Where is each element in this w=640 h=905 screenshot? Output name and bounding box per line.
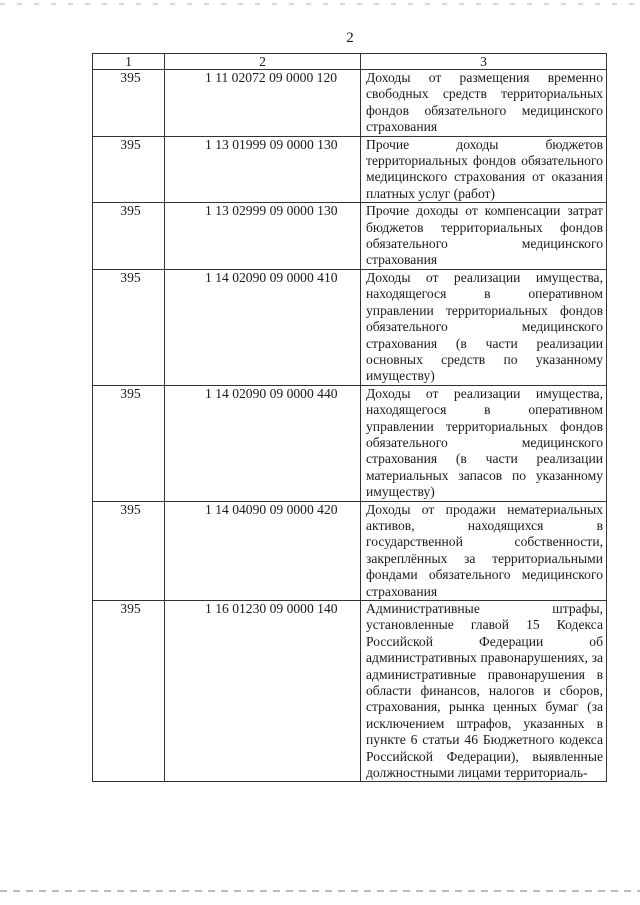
admin-code-cell: 395 bbox=[93, 385, 165, 501]
scan-artifact-top bbox=[0, 3, 640, 5]
admin-code-cell: 395 bbox=[93, 601, 165, 782]
table-row bbox=[93, 269, 607, 385]
revenue-code-cell: 1 16 01230 09 0000 140 bbox=[165, 601, 361, 782]
revenue-code-cell: 1 14 04090 09 0000 420 bbox=[165, 501, 361, 600]
revenue-name-cell: Доходы от продажи нематериальных активов, находящихся в государственной собственности, закреплённых за территориальными фондами обязательного медицинского страхования bbox=[361, 501, 607, 600]
page-number: 2 bbox=[346, 30, 354, 46]
header-col-3: 3 bbox=[361, 54, 607, 70]
admin-code-cell: 395 bbox=[93, 70, 165, 137]
admin-code-cell: 395 bbox=[93, 269, 165, 385]
revenue-name-cell: Доходы от реализации имущества, находящегося в оперативном управлении территориальных фондов обязательного медицинского страхования (в части реализации основных средств по указанному имуществу) bbox=[361, 269, 607, 385]
scan-artifact-bottom bbox=[0, 890, 640, 892]
revenue-name-cell: Административные штрафы, установленные главой 15 Кодекса Российской Федерации об административных правонарушениях, за административные правонарушения в области финансов, налогов и сборов, страхования, рынка ценных бумаг (за исключением штрафов, указанных в пункте 6 статьи 46 Бюджетного кодекса Российской Федерации), выявленные должностными лицами территориаль- bbox=[361, 601, 607, 782]
header-col-1: 1 bbox=[93, 54, 165, 70]
revenue-name-cell: Прочие доходы бюджетов территориальных фондов обязательного медицинского страхования от оказания платных услуг (работ) bbox=[361, 136, 607, 203]
revenue-code-cell: 1 11 02072 09 0000 120 bbox=[165, 70, 361, 137]
table-row bbox=[93, 601, 607, 782]
table-header-row bbox=[93, 54, 607, 70]
admin-code-cell: 395 bbox=[93, 136, 165, 203]
revenue-code-cell: 1 14 02090 09 0000 440 bbox=[165, 385, 361, 501]
header-col-2: 2 bbox=[165, 54, 361, 70]
table-row bbox=[93, 136, 607, 203]
table-row bbox=[93, 203, 607, 270]
revenue-code-cell: 1 13 02999 09 0000 130 bbox=[165, 203, 361, 270]
table-row bbox=[93, 70, 607, 137]
admin-code-cell: 395 bbox=[93, 203, 165, 270]
table-row bbox=[93, 385, 607, 501]
table-row bbox=[93, 501, 607, 600]
revenue-name-cell: Доходы от размещения временно свободных средств территориальных фондов обязательного медицинского страхования bbox=[361, 70, 607, 137]
revenue-codes-table bbox=[92, 53, 607, 782]
admin-code-cell: 395 bbox=[93, 501, 165, 600]
revenue-code-cell: 1 14 02090 09 0000 410 bbox=[165, 269, 361, 385]
revenue-code-cell: 1 13 01999 09 0000 130 bbox=[165, 136, 361, 203]
revenue-name-cell: Прочие доходы от компенсации затрат бюджетов территориальных фондов обязательного медицинского страхования bbox=[361, 203, 607, 270]
revenue-name-cell: Доходы от реализации имущества, находящегося в оперативном управлении территориальных фондов обязательного медицинского страхования (в части реализации материальных запасов по указанному имуществу) bbox=[361, 385, 607, 501]
